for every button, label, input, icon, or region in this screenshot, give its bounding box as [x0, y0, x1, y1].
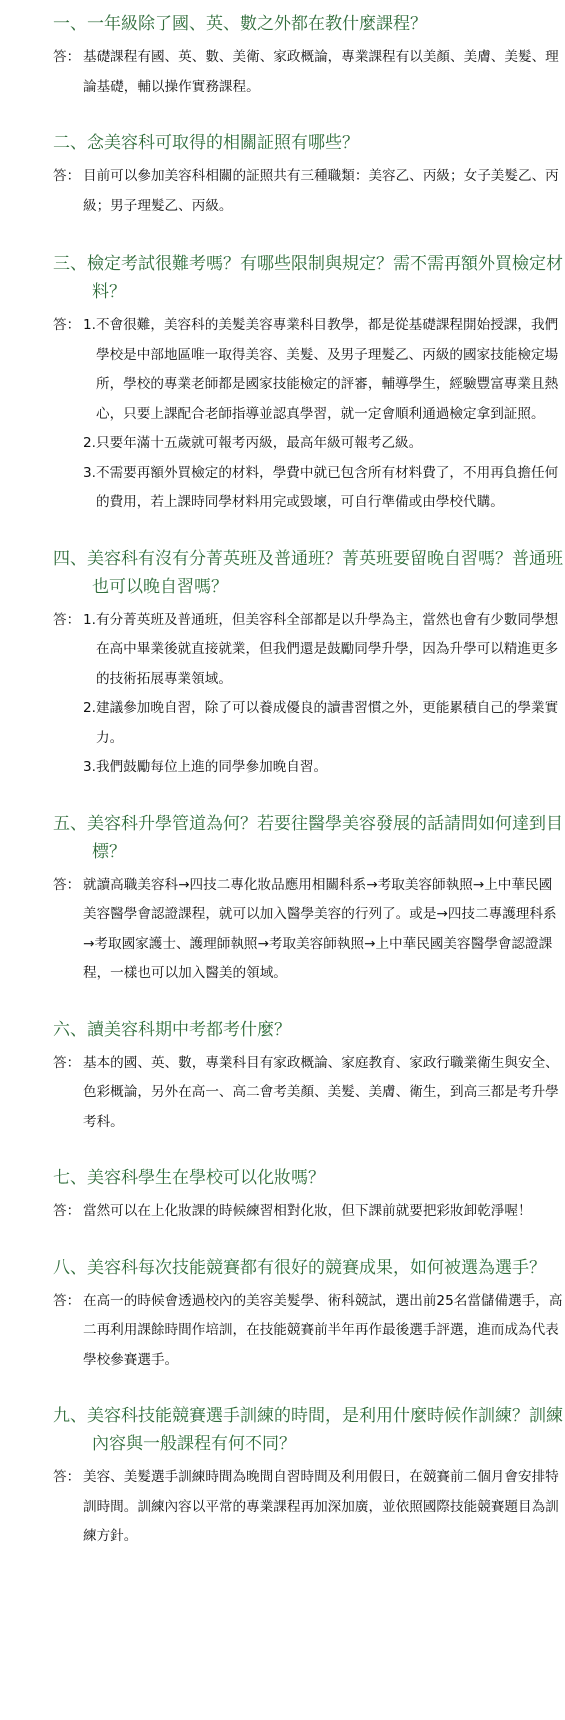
faq-question: 八、美容科每次技能競賽都有很好的競賽成果，如何被選為選手？ — [53, 1257, 546, 1278]
answer-prefix: 答： — [53, 317, 81, 333]
list-item — [83, 753, 563, 783]
answer-text: 基本的國、英、數，專業科目有家政概論、家庭教育、家政行職業衛生與安全、色彩概論，另外在高一、高二會考美顏、美髮、美膚、衛生，到高三都是考升學考科。 — [83, 1054, 559, 1130]
answer-text: 就讀高職美容科→四技二專化妝品應用相關科系→考取美容師執照→上中華民國美容醫學會認證課程，就可以加入醫學美容的行列了。或是→四技二專護理科系→考取國家護士、護理師執照→考取美容師執照→上中華民國美容醫學會認證課程，一樣也可以加入醫美的領域。 — [83, 876, 557, 981]
answer-list — [83, 606, 563, 783]
list-text: 我們鼓勵每位上進的同學參加晚自習。 — [96, 759, 328, 775]
answer-prefix: 答： — [53, 49, 81, 65]
answer-text: 基礎課程有國、英、數、美衛、家政概論，專業課程有以美顏、美膚、美髮、理論基礎，輔以操作實務課程。 — [83, 49, 559, 95]
list-text: 有分菁英班及普通班，但美容科全部都是以升學為主，當然也會有少數同學想在高中畢業後就直接就業，但我們還是鼓勵同學升學，因為升學可以精進更多的技術拓展專業領域。 — [96, 611, 559, 687]
answer-text: 目前可以參加美容科相關的証照共有三種職類：美容乙、丙級；女子美髮乙、丙級；男子理髮乙、丙級。 — [83, 168, 559, 214]
answer-prefix: 答： — [53, 876, 81, 893]
faq-answer — [53, 43, 563, 102]
list-item — [83, 429, 563, 459]
answer-prefix: 答： — [53, 611, 81, 628]
list-number: 3. — [83, 464, 96, 481]
faq-list — [53, 10, 563, 1552]
faq-answer — [53, 606, 563, 783]
answer-prefix: 答： — [53, 1203, 81, 1219]
answer-text: 當然可以在上化妝課的時候練習相對化妝，但下課前就要把彩妝卸乾淨喔！ — [83, 1203, 532, 1219]
faq-question: 六、讀美容科期中考都考什麼？ — [53, 1019, 291, 1040]
list-number: 2. — [83, 700, 96, 716]
faq-question: 一、一年級除了國、英、數之外都在教什麼課程？ — [53, 14, 427, 34]
faq-item — [53, 129, 563, 221]
list-text: 不會很難，美容科的美髮美容專業科目教學，都是從基礎課程開始授課，我們學校是中部地區唯一取得美容、美髮、及男子理髮乙、丙級的國家技能檢定場所，學校的專業老師都是國家技能檢定的評審，輔導學生，經驗豐富專業且熱心，只要上課配合老師指導並認真學習，就一定會順利通過檢定拿到証照。 — [96, 317, 559, 422]
answer-prefix: 答： — [53, 168, 81, 184]
list-number: 1. — [83, 317, 96, 333]
faq-question: 五、美容科升學管道為何？若要往醫學美容發展的話請問如何達到目標？ — [53, 813, 563, 862]
answer-list — [83, 311, 563, 518]
faq-item — [53, 1016, 563, 1138]
faq-question: 四、美容科有沒有分菁英班及普通班？菁英班要留晚自習嗎？普通班也可以晚自習嗎？ — [53, 548, 563, 597]
list-number: 1. — [83, 611, 96, 628]
faq-answer — [53, 311, 563, 518]
faq-item — [53, 1164, 563, 1227]
list-number: 3. — [83, 759, 96, 775]
list-text: 建議參加晚自習，除了可以養成優良的讀書習慣之外，更能累積自己的學業實力。 — [96, 700, 559, 746]
faq-answer — [53, 871, 563, 989]
faq-answer — [53, 162, 563, 221]
faq-question: 七、美容科學生在學校可以化妝嗎？ — [53, 1168, 325, 1188]
faq-item — [53, 810, 563, 989]
answer-prefix: 答： — [53, 1054, 81, 1071]
list-item — [83, 606, 563, 695]
faq-question: 九、美容科技能競賽選手訓練的時間，是利用什麼時候作訓練？訓練內容與一般課程有何不同？ — [53, 1406, 563, 1454]
faq-question: 三、檢定考試很難考嗎？有哪些限制與規定？需不需再額外買檢定材料？ — [53, 254, 563, 302]
faq-answer — [53, 1049, 563, 1138]
faq-answer — [53, 1287, 563, 1376]
faq-item — [53, 250, 563, 518]
faq-item — [53, 545, 563, 783]
faq-item — [53, 10, 563, 102]
list-text: 只要年滿十五歲就可報考丙級，最高年級可報考乙級。 — [96, 435, 423, 451]
list-text: 不需要再額外買檢定的材料，學費中就已包含所有材料費了，不用再負擔任何的費用，若上課時同學材料用完或毀壞，可自行準備或由學校代購。 — [96, 464, 559, 510]
list-item — [83, 311, 563, 429]
answer-prefix: 答： — [53, 1292, 81, 1309]
faq-question: 二、念美容科可取得的相關証照有哪些？ — [53, 133, 359, 153]
faq-item — [53, 1402, 563, 1552]
list-item — [83, 694, 563, 753]
faq-answer — [53, 1197, 563, 1227]
faq-item — [53, 1254, 563, 1376]
faq-answer — [53, 1463, 563, 1552]
answer-text: 美容、美髮選手訓練時間為晚間自習時間及利用假日，在競賽前二個月會安排特訓時間。訓練內容以平常的專業課程再加深加廣，並依照國際技能競賽題目為訓練方針。 — [83, 1469, 559, 1544]
answer-text: 在高一的時候會透過校內的美容美髮學、術科競試，選出前25名當儲備選手，高二再利用課餘時間作培訓，在技能競賽前半年再作最後選手評選，進而成為代表學校參賽選手。 — [83, 1292, 563, 1368]
list-number: 2. — [83, 435, 96, 451]
list-item — [83, 459, 563, 518]
answer-prefix: 答： — [53, 1469, 81, 1485]
